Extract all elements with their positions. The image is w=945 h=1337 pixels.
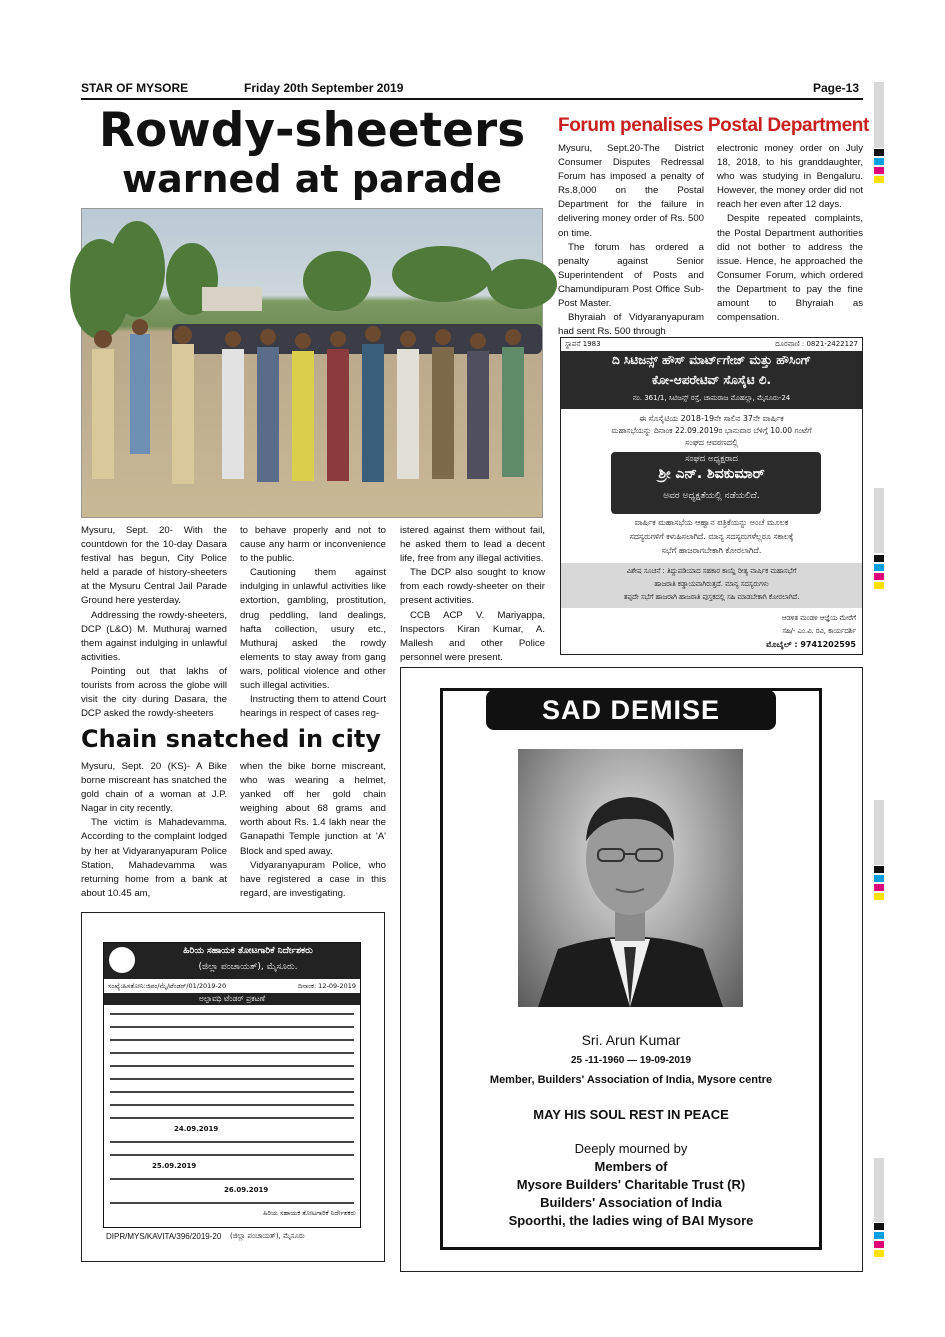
tender-text-line [110, 1013, 354, 1015]
tender-notice [103, 942, 361, 1228]
rowdy-column-1 [81, 524, 227, 722]
print-bar [874, 82, 884, 148]
forum-c2-p2: Despite repeated complaints, the Postal Department authorities did not bother to address the issue. Hence, he approached the Consumer Forum, which ordered the Department to pay the fine amount to Bhyraiah as compensation. [717, 213, 863, 324]
tender-sign: ಹಿರಿಯ ಸಹಾಯಕ ತೋಟಗಾರಿಕೆ ನಿರ್ದೇಶಕರು [263, 1209, 356, 1217]
ad-sign-2: ಸಹಿ/- ಎಂ.ವಿ. ರವಿ, ಕಾರ್ಯದರ್ಶಿ [782, 627, 856, 635]
ad-invite-1: ವಾರ್ಷಿಕ ಮಹಾಸಭೆಯ ಆಹ್ವಾನ ಪತ್ರಿಕೆಯನ್ನು ಅಂಚೆ ಮೂಲಕ [634, 518, 789, 527]
tender-ref: ಸಂಖ್ಯೆ:ಹಿಸತೋನಿ:ಜಿಪಂ/ಮೈ/ಟೆಂಡರ್/01/2019-20 [108, 982, 227, 990]
tender-text-line [110, 1039, 354, 1041]
ad-estd: ಸ್ಥಾಪನೆ 1983 [565, 340, 601, 348]
ad-phone: ದೂರವಾಣಿ : 0821-2422127 [775, 340, 858, 348]
ad-note-3: ತಪ್ಪದೇ ಸಭೆಗೆ ಹಾಜರಾಗಿ ಹಾಜರಾತಿ ಪುಸ್ತಕದಲ್ಲಿ ಸಹಿ ಮಾಡಬೇಕಾಗಿ ಕೋರಲಾಗಿದೆ. [623, 593, 800, 601]
tender-text-line [110, 1202, 354, 1204]
print-swatch-yellow [874, 1250, 884, 1257]
tender-date-3: 26.09.2019 [224, 1186, 269, 1194]
parade-photo-illustration [82, 209, 544, 519]
rowdy-column-2 [240, 524, 386, 722]
ad-name-2: ಕೋ-ಆಪರೇಟಿವ್ ಸೊಸೈಟಿ ಲಿ. [651, 373, 772, 387]
ad-address: ನಂ. 361/1, ಸಿಟಿಜನ್ಸ್ ರಸ್ತೆ, ಚಾಮರಾಜ ಮೊಹಲ್ಲಾ, ಮೈಸೂರು-24 [632, 394, 791, 402]
ad-meeting-1: ಈ ಸೊಸೈಟಿಯ 2018-19ನೇ ಸಾಲಿನ 37ನೇ ವಾರ್ಷಿಕ [639, 414, 784, 423]
chain-column-2 [240, 760, 386, 906]
ad-note-1: ವಿಶೇಷ ಸೂಚನೆ : ತಿದ್ದುಪಡಿಯಾದ ಸಹಕಾರ ಕಾಯ್ದೆ ರೀತ್ಯ ವಾರ್ಷಿಕ ಮಹಾಸಭೆಗೆ [626, 567, 797, 575]
print-swatch-black [874, 1223, 884, 1230]
rowdy-headline-1: Rowdy-sheeters [98, 103, 526, 158]
society-ad [560, 337, 863, 655]
chain-c1-p2: The victim is Mahadevamma. According to the complaint lodged by her at Vidyaranyapuram Police Station, Mahadevamma was returning home from a bank at about 10.45 am, [81, 817, 227, 899]
mourners-org-2: Builders' Association of India [540, 1195, 722, 1210]
ad-meeting-3: ಸಂಘದ ಆವರಣದಲ್ಲಿ [684, 438, 739, 447]
print-swatch-yellow [874, 176, 884, 183]
rowdy-c1-p2: Addressing the rowdy-sheeters, DCP (L&O) M. Muthuraj warned them against indulging in unlawful activities. [81, 609, 227, 663]
tender-text-line [110, 1065, 354, 1067]
portrait-illustration [518, 749, 743, 1007]
print-swatch-yellow [874, 582, 884, 589]
ad-invite-3: ಸಭೆಗೆ ಹಾಜರಾಗಬೇಕಾಗಿ ಕೋರಲಾಗಿದೆ. [661, 546, 762, 555]
tender-date: ದಿನಾಂಕ: 12-09-2019 [298, 982, 356, 990]
tender-title-2: (ಜಿಲ್ಲಾ ಪಂಚಾಯತ್), ಮೈಸೂರು. [198, 962, 298, 972]
tender-text-line [110, 1026, 354, 1028]
print-swatch-yellow [874, 893, 884, 900]
rowdy-column-3 [400, 524, 545, 664]
tender-text-line [110, 1078, 354, 1080]
rowdy-c2-p2: Cautioning them against indulging in unlawful activities like extortion, gambling, prostitution, drug peddling, land dealings, hafta collection, usury etc., Muthuraj asked the rowdy elements to stay away from gang wars, political violence and other such illegal activities. [240, 567, 386, 692]
chain-headline: Chain snatched in city [81, 725, 381, 753]
tender-title-1: ಹಿರಿಯ ಸಹಾಯಕ ತೋಟಗಾರಿಕೆ ನಿರ್ದೇಶಕರು [183, 946, 313, 956]
forum-headline: Forum penalises Postal Department [558, 115, 869, 136]
print-swatch-cyan [874, 158, 884, 165]
print-bar [874, 488, 884, 553]
tender-date-2: 25.09.2019 [152, 1162, 197, 1170]
rowdy-headline-2: warned at parade [122, 157, 502, 201]
mourners-members: Members of [594, 1159, 668, 1174]
tender-text-line [110, 1178, 354, 1180]
print-swatch-magenta [874, 1241, 884, 1248]
mourners-org-1: Mysore Builders' Charitable Trust (R) [516, 1177, 746, 1192]
tender-code: DIPR/MYS/KAVITA/396/2019-20 [106, 1232, 222, 1241]
forum-column-2 [717, 142, 863, 328]
ad-mobile: ಮೊಬೈಲ್ : 9741202595 [766, 640, 856, 649]
tender-place: (ಜಿಲ್ಲಾ ಪಂಚಾಯತ್), ಮೈಸೂರು [230, 1232, 305, 1240]
print-swatch-black [874, 149, 884, 156]
tender-text-line [110, 1141, 354, 1143]
ad-president-label: ಸಂಘದ ಅಧ್ಯಕ್ಷರಾದ [685, 454, 738, 464]
chain-c1-p1: Mysuru, Sept. 20 (KS)- A Bike borne miscreant has snatched the gold chain of a woman at J.P. Nagar in city recently. [81, 761, 227, 815]
deceased-dates: 25 -11-1960 — 19-09-2019 [570, 1055, 692, 1066]
rowdy-c1-p1: Mysuru, Sept. 20- With the countdown for the 10-day Dasara festival has begun, City Police held a parade of history-sheeters at the Mysuru Central Jail Parade Ground here yesterday. [81, 525, 227, 607]
deceased-name: Sri. Arun Kumar [581, 1032, 681, 1048]
print-swatch-cyan [874, 564, 884, 571]
deceased-role: Member, Builders' Association of India, Mysore centre [489, 1074, 773, 1086]
issue-date: Friday 20th September 2019 [244, 81, 404, 95]
rowdy-c3-p1: istered against them without fail, he asked them to lead a decent life, free from any illegal activities. [400, 525, 545, 565]
tender-text-line [110, 1091, 354, 1093]
print-swatch-magenta [874, 573, 884, 580]
parade-photo [81, 208, 543, 518]
obituary-title: SAD DEMISE [486, 690, 776, 730]
mourners-org-3: Spoorthi, the ladies wing of BAI Mysore [508, 1213, 754, 1228]
paper-name: STAR OF MYSORE [81, 81, 189, 95]
tender-text-line [110, 1104, 354, 1106]
forum-c1-p3: Bhyraiah of Vidyaranyapuram had sent Rs. 500 through [558, 312, 704, 338]
print-swatch-magenta [874, 884, 884, 891]
print-bar [874, 800, 884, 865]
tender-date-1: 24.09.2019 [174, 1125, 219, 1133]
tender-text-line [110, 1154, 354, 1156]
obituary-portrait [518, 749, 743, 1007]
emblem-icon [109, 947, 135, 973]
chain-column-1 [81, 760, 227, 906]
rowdy-c3-p2: The DCP also sought to know from each rowdy-sheeter on their present activities. [400, 567, 545, 607]
forum-c2-p1: electronic money order on July 18, 2018, to his granddaughter, who was studying in Bengaluru. However, the money order did not reach her even after 12 days. [717, 143, 863, 211]
ad-invite-2: ಸದಸ್ಯರುಗಳಿಗೆ ಕಳುಹಿಸಲಾಗಿದೆ. ಮಾನ್ಯ ಸದಸ್ಯರುಗಳೆಲ್ಲರೂ ಸಕಾಲಕ್ಕೆ [629, 532, 794, 541]
print-swatch-black [874, 866, 884, 873]
ad-sign-1: ಆಡಳಿತ ಮಂಡಳಿ ಆಜ್ಞೆಯ ಮೇರೆಗೆ [781, 614, 856, 622]
print-swatch-cyan [874, 875, 884, 882]
tender-text-line [110, 1052, 354, 1054]
chain-c2-p1: when the bike borne miscreant, who was wearing a helmet, yanked off her gold chain weighing about 68 grams and worth about Rs. 1.4 lakh near the Ganapathi Temple junction at 'A' Block and sped away. [240, 761, 386, 857]
print-swatch-magenta [874, 167, 884, 174]
ad-note-2: ಹಾಜರಾತಿ ಕಡ್ಡಾಯವಾಗಿರುತ್ತದೆ. ಮಾನ್ಯ ಸದಸ್ಯರುಗಳು [654, 580, 769, 588]
rowdy-c1-p3: Pointing out that lakhs of tourists from across the globe will visit the city during Dasara, the DCP asked the rowdy-sheeters [81, 665, 227, 720]
mourned-by: Deeply mourned by [574, 1141, 688, 1156]
rowdy-c2-p1: to behave properly and not to cause any harm or inconvenience to the public. [240, 525, 386, 565]
header-rule [81, 98, 863, 100]
page-number: Page-13 [813, 81, 860, 95]
rest-in-peace: MAY HIS SOUL REST IN PEACE [533, 1107, 729, 1122]
rowdy-c2-p3: Instructing them to attend Court hearings in respect of cases reg- [240, 694, 386, 720]
forum-c1-p2: The forum has ordered a penalty against Senior Superintendent of Posts and Chamundipuram Post Office Sub-Post Master. [558, 241, 704, 310]
tender-subject: ಅಲ್ಪಾವಧಿ ಟೆಂಡರ್ ಪ್ರಕಟಣೆ [104, 993, 360, 1005]
ad-name-1: ದಿ ಸಿಟಿಜನ್ಸ್ ಹೌಸ್ ಮಾರ್ಟ್‌ಗೇಜ್ ಮತ್ತು ಹೌಸಿಂಗ್ [611, 353, 812, 367]
forum-column-1 [558, 142, 704, 338]
print-bar [874, 1158, 884, 1222]
rowdy-c3-p3: CCB ACP V. Mariyappa, Inspectors Kiran Kumar, A. Mallesh and other Police personnel were present. [400, 609, 545, 663]
ad-president-name: ಶ್ರೀ ಎನ್. ಶಿವಕುಮಾರ್ [658, 466, 765, 482]
print-swatch-cyan [874, 1232, 884, 1239]
ad-meeting-2: ಮಹಾಸಭೆಯನ್ನು ದಿನಾಂಕ 22.09.2019ರ ಭಾನುವಾರ ಬೆಳಿಗ್ಗೆ 10.00 ಗಂಟೆಗೆ [611, 426, 812, 435]
ad-president-line: ಅವರ ಅಧ್ಯಕ್ಷತೆಯಲ್ಲಿ ನಡೆಯಲಿದೆ. [663, 491, 760, 501]
chain-c2-p2: Vidyaranyapuram Police, who have registered a case in this regard, are investigating. [240, 859, 386, 899]
print-swatch-black [874, 555, 884, 562]
forum-c1-p1: Mysuru, Sept.20-The District Consumer Disputes Redressal Forum has imposed a penalty of Rs.8,000 on the Postal Department for the failure in delivering money order of Rs. 500 on time. [558, 143, 704, 239]
tender-text-line [110, 1117, 354, 1119]
